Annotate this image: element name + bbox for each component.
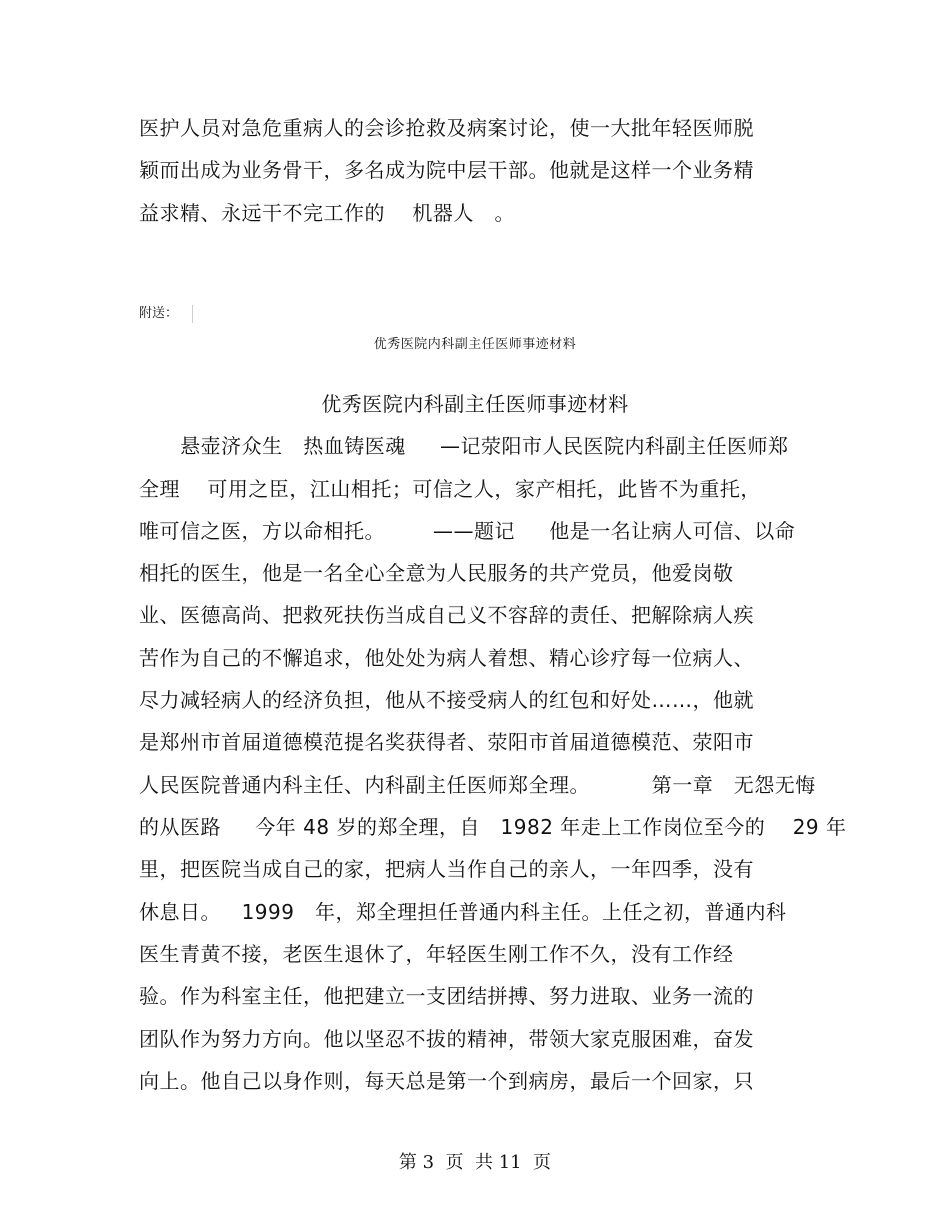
text-line: 唯可信之医，方以命相托。 ——题记 他是一名让病人可信、以命 [139,519,796,543]
text-line: 里，把医院当成自己的家，把病人当作自己的亲人，一年四季，没有 [139,857,754,881]
text-line: 向上。他自己以身作则，每天总是第一个到病房，最后一个回家，只 [139,1069,754,1093]
text-line: 苦作为自己的不懈追求，他处处为病人着想、精心诊疗每一位病人、 [139,646,754,670]
text-line: 的从医路 今年 48 岁的郑全理，自 1982 年走上工作岗位至今的 29 年 [139,815,847,839]
text-line: 验。作为科室主任，他把建立一支团结拼搏、努力进取、业务一流的 [139,984,754,1008]
text-line: 相托的医生，他是一名全心全意为人民服务的共产党员，他爱岗敬 [139,561,734,585]
text-line: 全理 可用之臣，江山相托；可信之人，家产相托，此皆不为重托， [139,477,761,501]
text-line: 医生青黄不接，老医生退休了，年轻医生刚工作不久，没有工作经 [139,942,734,966]
text-line: 业、医德高尚、把救死扶伤当成自己义不容辞的责任、把解除病人疾 [139,603,754,627]
text-line: 益求精、永远干不完工作的 机器人 。 [139,201,516,225]
appendix-label: 附送： [139,305,193,323]
text-line: 休息日。 1999 年，郑全理担任普通内科主任。上任之初，普通内科 [139,900,787,924]
text-line: 医护人员对急危重病人的会诊抢救及病案讨论，使一大批年轻医师脱 [139,116,754,140]
text-line: 是郑州市首届道德模范提名奖获得者、荥阳市首届道德模范、荥阳市 [139,730,754,754]
text-line: 团队作为努力方向。他以坚忍不拔的精神，带领大家克服困难，奋发 [139,1027,754,1051]
text-line: 人民医院普通内科主任、内科副主任医师郑全理。 第一章 无怨无悔 [139,773,816,797]
text-line: 颖而出成为业务骨干，多名成为院中层干部。他就是这样一个业务精 [139,158,754,182]
text-line: 尽力减轻病人的经济负担，他从不接受病人的红包和好处……，他就 [139,688,754,712]
document-subtitle: 优秀医院内科副主任医师事迹材料 [373,337,577,352]
document-title: 优秀医院内科副主任医师事迹材料 [321,392,629,416]
page-number-footer: 第 3 页 共 11 页 [398,1152,552,1173]
text-line: 悬壶济众生 热血铸医魂 —记荥阳市人民医院内科副主任医师郑 [139,434,789,458]
